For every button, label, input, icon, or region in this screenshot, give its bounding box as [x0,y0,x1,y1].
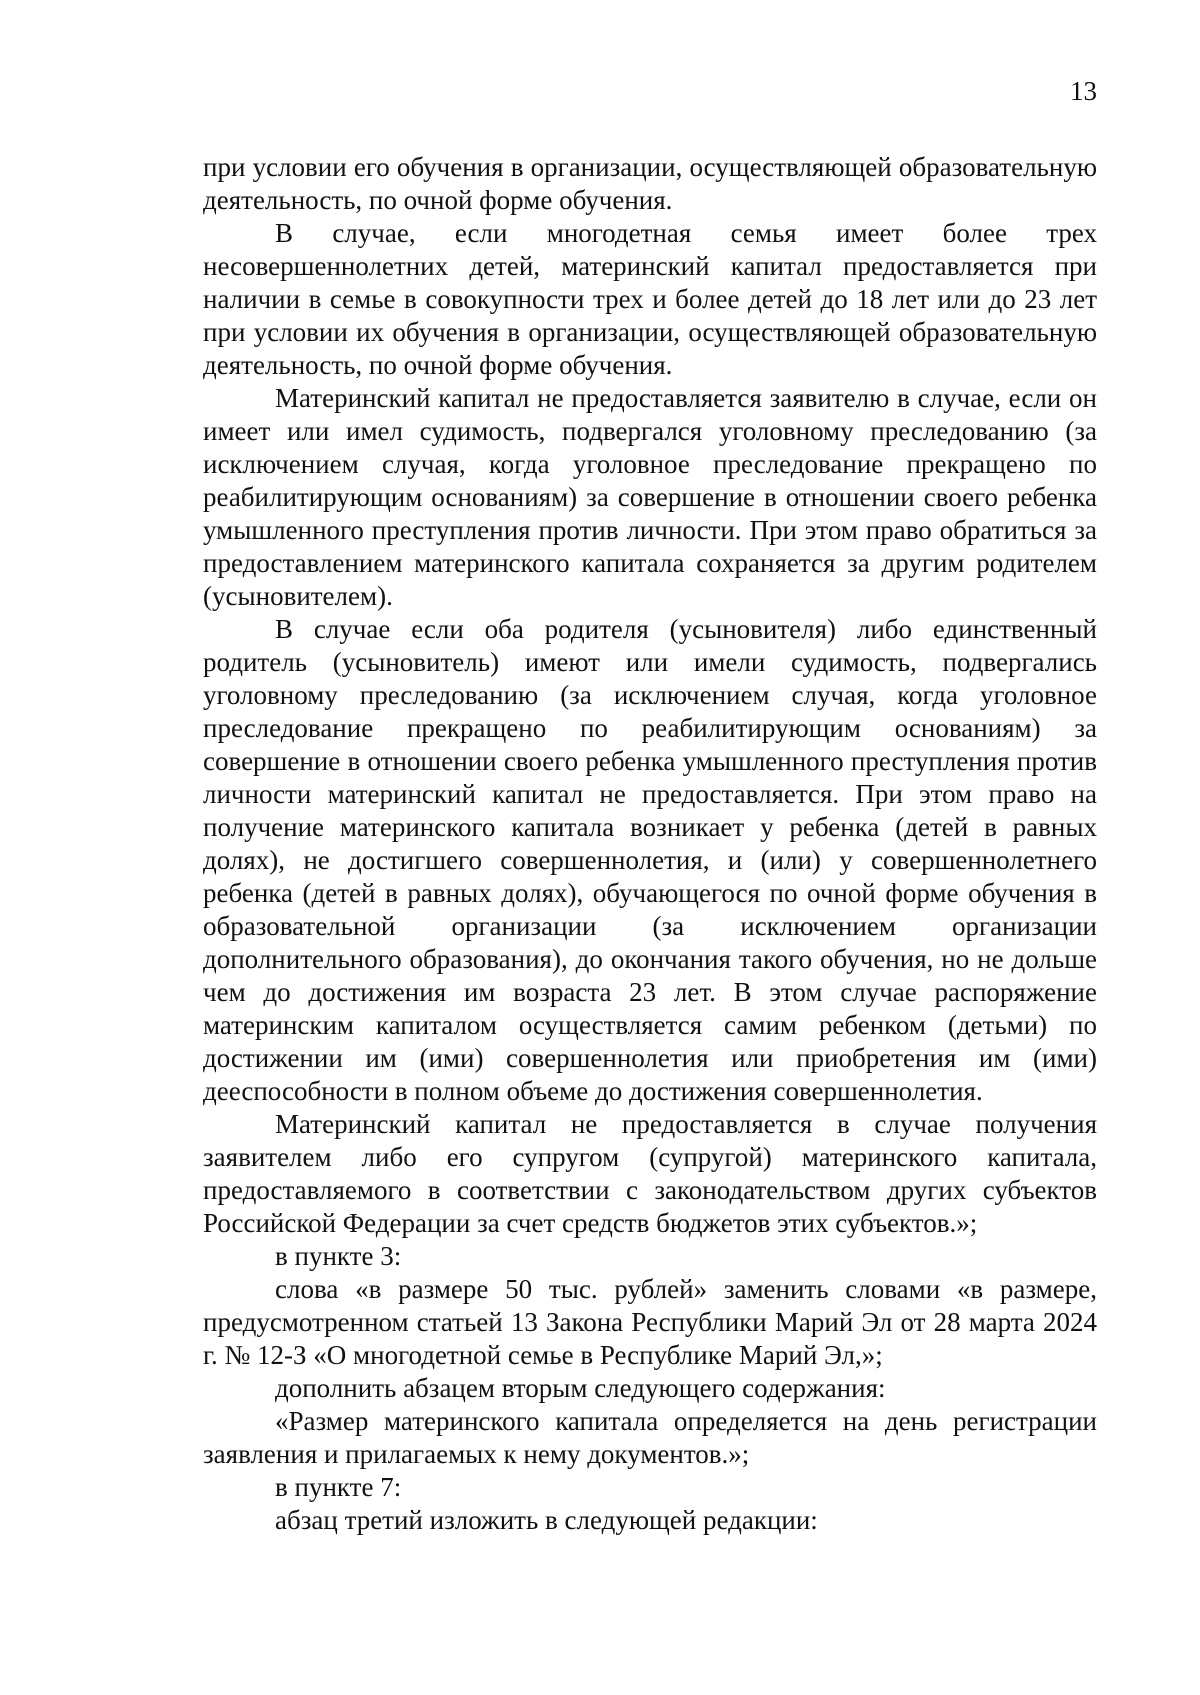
paragraph-capital-size: «Размер материнского капитала определяется на день регистрации заявления и прилагаемых к нему документов.»; [203,1406,1097,1469]
paragraph-criminal-record-parents: В случае если оба родителя (усыновителя) либо единственный родитель (усыновитель) имеют или имели судимость, подвергались уголовному преследованию (за исключением случая, когда уголовное преследование прекращено по реабилитирующим основаниям) за совершение в отношении своего ребенка умышленного преступления против личности материнский капитал не предоставляется. При этом право на получение материнского капитала возникает у ребенка (детей в равных долях), не достигшего совершеннолетия, и (или) у совершеннолетнего ребенка (детей в равных долях), обучающегося по очной форме обучения в образовательной организации (за исключением организации дополнительного образования), до окончания такого обучения, но не дольше чем до достижения им возраста 23 лет. В этом случае распоряжение материнским капиталом осуществляется самим ребенком (детьми) по достижении им (ими) совершеннолетия или приобретения им (ими) дееспособности в полном объеме до достижения совершеннолетия. [203,614,1097,1106]
page-number: 13 [1070,76,1097,106]
paragraph-replace-words: слова «в размере 50 тыс. рублей» заменить словами «в размере, предусмотренном статьей 13 Закона Республики Марий Эл от 28 марта 2024 г. № 12-З «О многодетной семье в Республике Марий Эл,»; [203,1274,1097,1370]
paragraph-add-second: дополнить абзацем вторым следующего содержания: [275,1373,886,1403]
paragraph-other-regions: Материнский капитал не предоставляется в случае получения заявителем либо его супругом (супругой) материнского капитала, предоставляемого в соответствии с законодательством других субъектов Российской Федерации за счет средств бюджетов этих субъектов.»; [203,1109,1097,1238]
paragraph-point-7: в пункте 7: [275,1472,402,1502]
paragraph-third-edition: абзац третий изложить в следующей редакции: [275,1505,818,1535]
paragraph-continuation: при условии его обучения в организации, осуществляющей образовательную деятельность, по очной форме обучения. [203,152,1097,215]
paragraph-point-3: в пункте 3: [275,1241,402,1271]
paragraph-large-family: В случае, если многодетная семья имеет более трех несовершеннолетних детей, материнский капитал предоставляется при наличии в семье в совокупности трех и более детей до 18 лет или до 23 лет при условии их обучения в организации, осуществляющей образовательную деятельность, по очной форме обучения. [203,218,1097,380]
paragraph-criminal-record-applicant: Материнский капитал не предоставляется заявителю в случае, если он имеет или имел судимость, подвергался уголовному преследованию (за исключением случая, когда уголовное преследование прекращено по реабилитирующим основаниям) за совершение в отношении своего ребенка умышленного преступления против личности. При этом право обратиться за предоставлением материнского капитала сохраняется за другим родителем (усыновителем). [203,383,1097,611]
document-body [203,151,1097,1537]
